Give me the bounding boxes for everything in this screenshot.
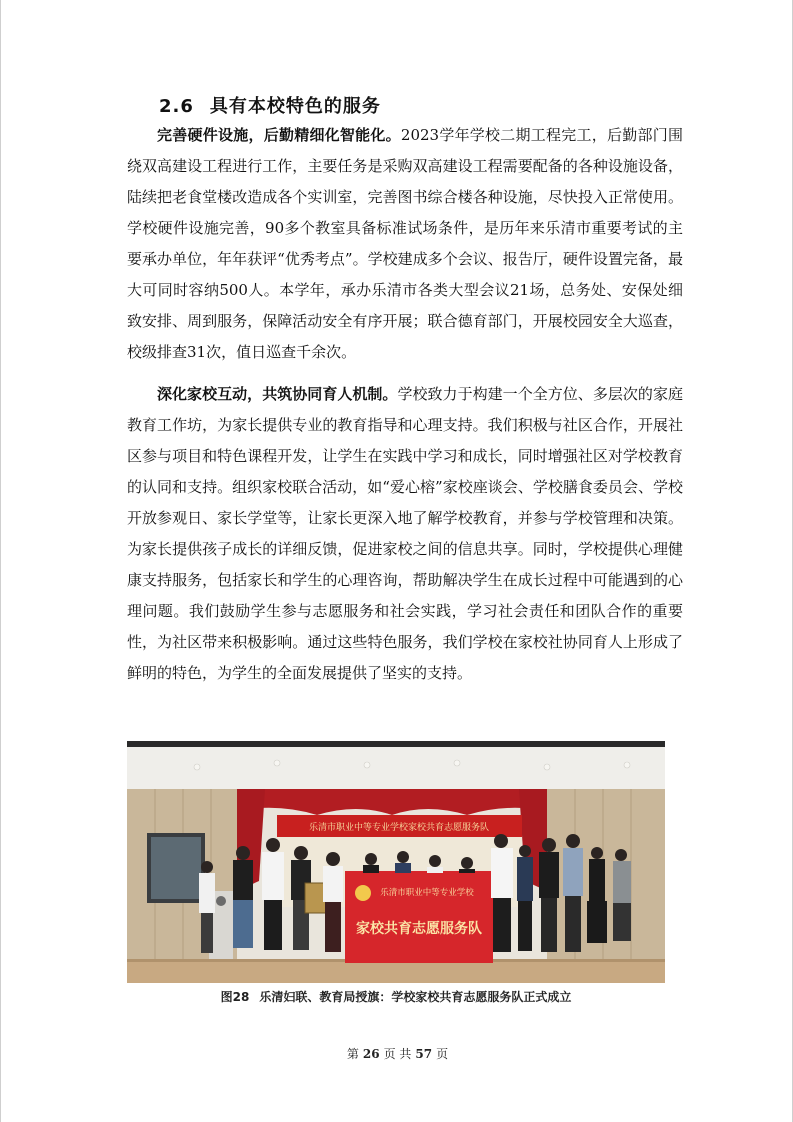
flag-team-name: 家校共育志愿服务队 bbox=[356, 921, 482, 937]
group-photo bbox=[127, 741, 665, 983]
page-footer bbox=[1, 1045, 793, 1062]
section-heading bbox=[159, 92, 381, 118]
paragraph-hardware bbox=[127, 120, 683, 368]
figure-caption-text: 乐清妇联、教育局授旗：学校家校共育志愿服务队正式成立 bbox=[259, 990, 572, 1004]
back-banner-text: 乐清市职业中等专业学校家校共育志愿服务队 bbox=[308, 823, 490, 833]
red-flag bbox=[345, 871, 493, 963]
footer-prefix: 第 bbox=[346, 1047, 359, 1061]
figure-label: 图28 bbox=[220, 990, 250, 1004]
flag-school-name: 乐清市职业中等专业学校 bbox=[380, 888, 474, 898]
group-photo-illustration bbox=[127, 741, 665, 983]
paragraph-home-school bbox=[127, 379, 683, 689]
figure-caption bbox=[127, 988, 665, 1005]
paragraph-lead: 完善硬件设施，后勤精细化智能化。 bbox=[157, 126, 401, 144]
paragraph-body: 学校致力于构建一个全方位、多层次的家庭教育工作坊，为家长提供专业的教育指导和心理支持。我们积极与社区合作，开展社区参与项目和特色课程开发，让学生在实践中学习和成长，同时增强社区对学校教育的认同和支持。组织家校联合活动，如“爱心榕”家校座谈会、学校膳食委员会、学校开放参观日、家长学堂等，让家长更深入地了解学校教育，并参与学校管理和决策。为家长提供孩子成长的详细反馈，促进家校之间的信息共享。同时，学校提供心理健康支持服务，包括家长和学生的心理咨询，帮助解决学生在成长过程中可能遇到的心理问题。我们鼓励学生参与志愿服务和社会实践，学习社会责任和团队合作的重要性，为社区带来积极影响。通过这些特色服务，我们学校在家校社协同育人上形成了鲜明的特色，为学生的全面发展提供了坚实的支持。 bbox=[127, 385, 683, 682]
footer-middle: 页 共 bbox=[383, 1047, 412, 1061]
footer-total-pages: 57 bbox=[415, 1047, 433, 1061]
paragraph-lead: 深化家校互动，共筑协同育人机制。 bbox=[157, 385, 398, 403]
section-title-text: 具有本校特色的服务 bbox=[209, 96, 381, 117]
section-number: 2.6 bbox=[159, 96, 194, 117]
paragraph-body: 2023学年学校二期工程完工，后勤部门围绕双高建设工程进行工作，主要任务是采购双高建设工程需要配备的各种设施设备，陆续把老食堂楼改造成各个实训室，完善图书综合楼各种设施，尽快投入正常使用。学校硬件设施完善，90多个教室具备标准试场条件，是历年来乐清市重要考试的主要承办单位，年年获评“优秀考点”。学校建成多个会议、报告厅，硬件设置完备，最大可同时容纳500人。本学年，承办乐清市各类大型会议21场，总务处、安保处细致安排、周到服务，保障活动安全有序开展；联合德育部门，开展校园安全大巡查，校级排查31次，值日巡查千余次。 bbox=[127, 126, 683, 361]
footer-suffix: 页 bbox=[436, 1047, 449, 1061]
footer-page-number: 26 bbox=[362, 1047, 380, 1061]
